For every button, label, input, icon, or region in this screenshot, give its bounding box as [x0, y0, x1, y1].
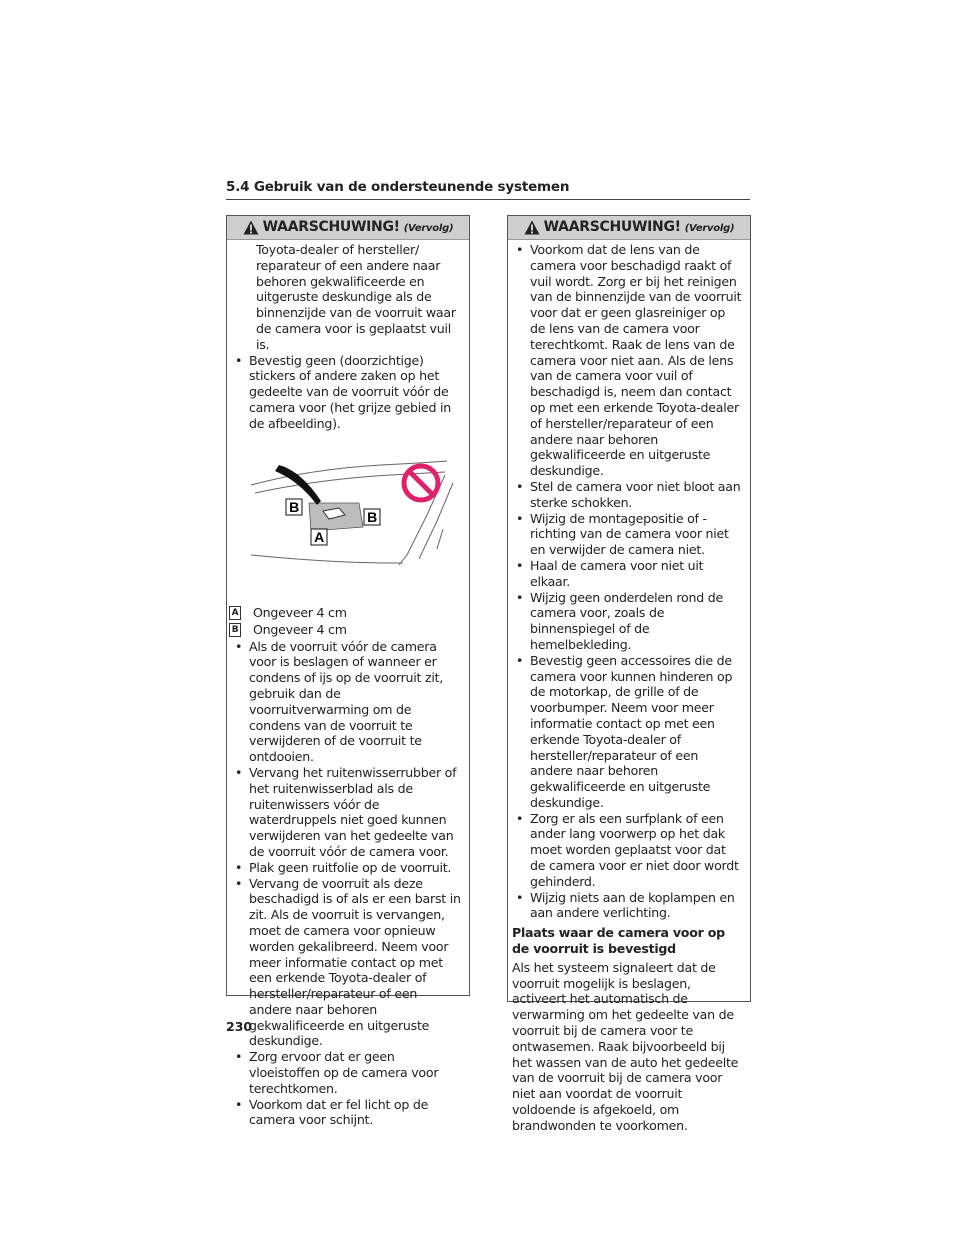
legend-row-b — [231, 622, 463, 639]
list-item: • Vervang het ruitenwisserrubber of het ruitenwisserblad als de ruitenwissers vóór de waterdruppels niet goed kunnen verwijderen van het gedeelte van de voorruit vóór de camera voor. — [231, 765, 463, 860]
warning-triangle-icon — [524, 220, 540, 235]
figure-label-b-left: B — [289, 498, 299, 515]
list-item: • Vervang de voorruit als deze beschadigd is of als er een barst in zit. Als de voorruit is vervangen, moet de camera voor opnieuw worden gekalibreerd. Neem voor meer informatie contact op met een erkende Toyota-dealer of hersteller/reparateur of een andere naar behoren gekwalificeerde en uitgeruste deskundige. — [231, 876, 463, 1050]
list-item: • Voorkom dat er fel licht op de camera voor schijnt. — [231, 1097, 463, 1129]
list-item: • Plak geen ruitfolie op de voorruit. — [231, 860, 463, 876]
windshield-camera-figure — [231, 445, 463, 595]
warning-box-right — [507, 215, 751, 1133]
list-item: • Haal de camera voor niet uit elkaar. — [512, 558, 744, 590]
legend-row-a — [231, 605, 463, 622]
warning-title: WAARSCHUWING! — [543, 218, 681, 235]
list-item: • Bevestig geen (doorzichtige) stickers of andere zaken op het gedeelte van de voorruit vóór de camera voor (het grijze gebied in de afbeelding). — [231, 353, 463, 432]
list-item: • Stel de camera voor niet bloot aan sterke schokken. — [512, 479, 744, 511]
warning-header — [508, 216, 750, 240]
legend-key-a: A — [229, 606, 241, 620]
warning-title: WAARSCHUWING! — [262, 218, 400, 235]
figure-label-b-right: B — [367, 508, 377, 525]
list-item: • Voorkom dat de lens van de camera voor beschadigd raakt of vuil wordt. Zorg er bij het reinigen van de binnenzijde van de voorruit voor dat er geen glasreiniger op de lens van de camera voor terechtkomt. Raak de lens van de camera voor niet aan. Als de lens van de camera voor vuil of beschadigd is, neem dan contact op met een erkende Toyota-dealer of hersteller/reparateur of een andere naar behoren gekwalificeerde en uitgeruste deskundige. — [512, 242, 744, 479]
legend-text-b: Ongeveer 4 cm — [253, 622, 347, 638]
warning-header — [227, 216, 469, 240]
list-item: • Wijzig de montagepositie of -richting van de camera voor niet en verwijder de camera niet. — [512, 511, 744, 558]
subheading: Plaats waar de camera voor op de voorruit is bevestigd — [512, 925, 725, 957]
warning-continued: (Vervolg) — [684, 223, 735, 235]
section-title: 5.4 Gebruik van de ondersteunende systemen — [226, 179, 570, 195]
body-paragraph: Als het systeem signaleert dat de voorruit mogelijk is beslagen, activeert het automatisch de verwarming om het gedeelte van de voorruit bij de camera voor te ontwasemen. Raak bijvoorbeeld bij het wassen van de auto het gedeelte van de voorruit bij de camera voor niet aan voordat de voorruit voldoende is afgekoeld, om brandwonden te voorkomen. — [512, 959, 739, 1133]
warning-triangle-icon — [243, 220, 259, 235]
list-item: • Wijzig geen onderdelen rond de camera voor, zoals de binnenspiegel of de hemelbekleding. — [512, 590, 744, 653]
legend-text-a: Ongeveer 4 cm — [253, 605, 347, 621]
continuation-text: Toyota-dealer of hersteller/ reparateur of een andere naar behoren gekwalificeerde en uitgeruste deskundige als de binnenzijde van de voorruit waar de camera voor is geplaatst vuil is. — [256, 242, 456, 352]
windshield-illustration — [231, 445, 463, 595]
list-item: • Zorg er als een surfplank of een ander lang voorwerp op het dak moet worden geplaatst voor dat de camera voor er niet door wordt gehinderd. — [512, 811, 744, 890]
list-item: • Bevestig geen accessoires die de camera voor kunnen hinderen op de motorkap, de grille of de voorbumper. Neem voor meer informatie contact op met een erkende Toyota-dealer of hersteller/reparateur of een andere naar behoren gekwalificeerde en uitgeruste deskundige. — [512, 653, 744, 811]
warning-continued: (Vervolg) — [403, 223, 454, 235]
page-number: 230 — [226, 1019, 253, 1034]
list-item: • Zorg ervoor dat er geen vloeistoffen op de camera voor terechtkomen. — [231, 1049, 463, 1096]
list-item: • Wijzig niets aan de koplampen en aan andere verlichting. — [512, 890, 744, 922]
section-divider — [226, 199, 750, 200]
legend-key-b: B — [229, 623, 241, 637]
list-item: • Als de voorruit vóór de camera voor is beslagen of wanneer er condens of ijs op de voorruit zit, gebruik dan de voorruitverwarming om de condens van de voorruit te verwijderen of de voorruit te ontdooien. — [231, 639, 463, 765]
figure-label-a: A — [314, 528, 324, 545]
